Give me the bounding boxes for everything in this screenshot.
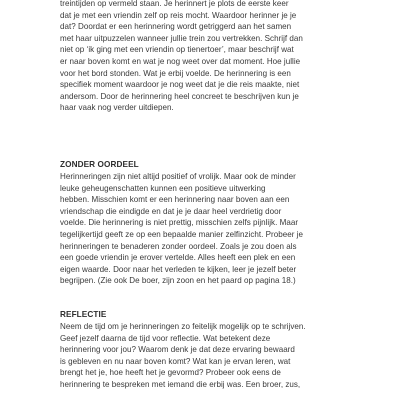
text-line: eigen waarde. Door naar het verleden te kijken, leer je jezelf beter [60, 264, 297, 274]
text-line: er naar boven komt en wat je nog weet over dat moment. Hoe jullie [60, 56, 301, 66]
document-page [60, 0, 348, 400]
text-line: dat je met een vriendin zelf op reis mocht. Waardoor herinner je je [60, 10, 297, 20]
text-line: leuke geheugenschatten kunnen een positieve uitwerking [60, 183, 266, 193]
section-paragraph-reflectie [60, 321, 306, 391]
text-line: voelde. Die herinnering is niet prettig, misschien zelfs pijnlijk. Maar [60, 218, 299, 228]
text-line: tegelijkertijd geeft ze op een bepaalde manier zelfinzicht. Probeer je [60, 229, 303, 239]
text-line: begrijpen. (Zie ook De boer, zijn zoon en het paard op pagina 18.) [60, 276, 296, 286]
intro-paragraph [60, 0, 303, 114]
text-line: brengt het je, hoe heeft het je gevormd? Probeer ook eens de [60, 368, 281, 378]
text-line: Geef jezelf daarna de tijd voor reflectie. Wat betekent deze [60, 333, 271, 343]
text-line: hebben. Misschien komt er een herinnering naar boven aan een [60, 195, 290, 205]
text-line: dat? Doordat er een herinnering wordt getriggerd aan het samen [60, 22, 292, 32]
text-line: niet op ‘ik ging met een vriendin op tienertoer’, maar beschrijf wat [60, 45, 294, 55]
text-line: een goede vriendin je erover vertelde. Alles heeft een plek en een [60, 253, 296, 263]
section-paragraph-zonder-oordeel [60, 171, 303, 287]
text-line: herinneringen te benaderen zonder oordeel. Zoals je zou doen als [60, 241, 297, 251]
text-line: vriendschap die eindigde en dat je je daar heel verdrietig door [60, 206, 282, 216]
text-line: herinnering te bespreken met iemand die erbij was. Een broer, zus, [60, 379, 301, 389]
text-line: Neem de tijd om je herinneringen zo feitelijk mogelijk op te schrijven. [60, 322, 306, 331]
text-line: haar vaak nog verder uitdiepen. [60, 103, 174, 113]
text-line: specifiek moment waardoor je nog weet dat je die reis maakte, niet [60, 80, 300, 90]
text-line: treintijden op vermeld staan. Je herinnert je plots de eerste keer [60, 0, 289, 8]
section-heading-zonder-oordeel: ZONDER OORDEEL [60, 160, 139, 169]
text-line: herinnering voor jou? Waarom denk je dat deze ervaring bewaard [60, 345, 295, 355]
text-line: Herinneringen zijn niet altijd positief of vrolijk. Maar ook de minder [60, 172, 296, 181]
text-line: met haar uitpuzzelen wanneer jullie trein zou vertrekken. Schrijf dan [60, 33, 303, 43]
text-line: is gebleven en nu naar boven komt? Wat kan je ervan leren, wat [60, 356, 291, 366]
text-line: andersom. Door de herinnering heel concreet te beschrijven kun je [60, 91, 299, 101]
section-heading-reflectie: REFLECTIE [60, 310, 107, 319]
text-line: voor het bord stonden. Wat je erbij voelde. De herinnering is een [60, 68, 291, 78]
